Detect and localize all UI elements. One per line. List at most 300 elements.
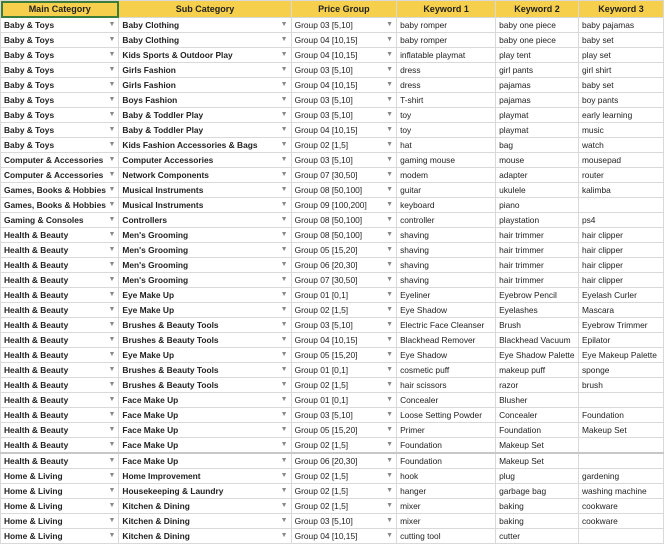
chevron-down-icon[interactable]: ▼ <box>280 81 288 88</box>
main-category-cell[interactable] <box>1 393 119 408</box>
price-group-cell[interactable] <box>291 288 396 303</box>
price-group-cell[interactable] <box>291 18 396 33</box>
price-group-cell[interactable] <box>291 213 396 228</box>
chevron-down-icon[interactable]: ▼ <box>280 517 288 524</box>
main-category-cell[interactable] <box>1 258 119 273</box>
keyword-3-cell[interactable]: mousepad <box>578 153 663 168</box>
keyword-1-cell[interactable]: Loose Setting Powder <box>397 408 496 423</box>
chevron-down-icon[interactable]: ▼ <box>386 141 394 148</box>
keyword-1-cell[interactable]: Foundation <box>397 453 496 469</box>
main-category-cell[interactable] <box>1 318 119 333</box>
chevron-down-icon[interactable]: ▼ <box>386 517 394 524</box>
sub-category-cell[interactable] <box>119 499 291 514</box>
chevron-down-icon[interactable]: ▼ <box>386 532 394 539</box>
keyword-1-cell[interactable]: hook <box>397 469 496 484</box>
keyword-1-cell[interactable]: hat <box>397 138 496 153</box>
chevron-down-icon[interactable]: ▼ <box>280 336 288 343</box>
chevron-down-icon[interactable]: ▼ <box>108 186 116 193</box>
keyword-2-cell[interactable]: Brush <box>496 318 579 333</box>
sub-category-cell[interactable] <box>119 93 291 108</box>
chevron-down-icon[interactable]: ▼ <box>108 351 116 358</box>
chevron-down-icon[interactable]: ▼ <box>386 66 394 73</box>
keyword-1-cell[interactable]: shaving <box>397 243 496 258</box>
price-group-cell[interactable] <box>291 123 396 138</box>
price-group-cell[interactable] <box>291 378 396 393</box>
chevron-down-icon[interactable]: ▼ <box>280 472 288 479</box>
price-group-cell[interactable] <box>291 78 396 93</box>
price-group-cell[interactable] <box>291 423 396 438</box>
price-group-cell[interactable] <box>291 108 396 123</box>
sub-category-cell[interactable] <box>119 363 291 378</box>
keyword-1-cell[interactable]: Electric Face Cleanser <box>397 318 496 333</box>
keyword-1-cell[interactable]: mixer <box>397 514 496 529</box>
chevron-down-icon[interactable]: ▼ <box>386 426 394 433</box>
chevron-down-icon[interactable]: ▼ <box>108 246 116 253</box>
price-group-cell[interactable] <box>291 198 396 213</box>
chevron-down-icon[interactable]: ▼ <box>386 291 394 298</box>
sub-category-cell[interactable] <box>119 378 291 393</box>
sub-category-cell[interactable] <box>119 198 291 213</box>
chevron-down-icon[interactable]: ▼ <box>280 171 288 178</box>
chevron-down-icon[interactable]: ▼ <box>280 321 288 328</box>
chevron-down-icon[interactable]: ▼ <box>280 156 288 163</box>
keyword-1-cell[interactable]: Foundation <box>397 438 496 454</box>
keyword-3-cell[interactable]: Eyebrow Trimmer <box>578 318 663 333</box>
sub-category-cell[interactable] <box>119 63 291 78</box>
chevron-down-icon[interactable]: ▼ <box>280 291 288 298</box>
keyword-1-cell[interactable]: dress <box>397 78 496 93</box>
keyword-1-cell[interactable]: baby romper <box>397 18 496 33</box>
keyword-2-cell[interactable]: Blusher <box>496 393 579 408</box>
keyword-1-cell[interactable]: mixer <box>397 499 496 514</box>
keyword-3-cell[interactable]: hair clipper <box>578 228 663 243</box>
keyword-2-cell[interactable]: hair trimmer <box>496 243 579 258</box>
header-main-category[interactable]: Main Category <box>1 1 119 18</box>
keyword-3-cell[interactable]: sponge <box>578 363 663 378</box>
keyword-3-cell[interactable]: Mascara <box>578 303 663 318</box>
keyword-2-cell[interactable]: baking <box>496 514 579 529</box>
header-keyword-1[interactable]: Keyword 1 <box>397 1 496 18</box>
chevron-down-icon[interactable]: ▼ <box>280 502 288 509</box>
chevron-down-icon[interactable]: ▼ <box>280 96 288 103</box>
main-category-cell[interactable] <box>1 93 119 108</box>
main-category-cell[interactable] <box>1 453 119 469</box>
sub-category-cell[interactable] <box>119 273 291 288</box>
keyword-2-cell[interactable]: playmat <box>496 108 579 123</box>
sub-category-cell[interactable] <box>119 18 291 33</box>
chevron-down-icon[interactable]: ▼ <box>280 366 288 373</box>
chevron-down-icon[interactable]: ▼ <box>108 457 116 464</box>
chevron-down-icon[interactable]: ▼ <box>108 66 116 73</box>
chevron-down-icon[interactable]: ▼ <box>280 487 288 494</box>
chevron-down-icon[interactable]: ▼ <box>108 472 116 479</box>
keyword-3-cell[interactable]: baby set <box>578 78 663 93</box>
main-category-cell[interactable] <box>1 78 119 93</box>
chevron-down-icon[interactable]: ▼ <box>108 261 116 268</box>
sub-category-cell[interactable] <box>119 484 291 499</box>
keyword-1-cell[interactable]: inflatable playmat <box>397 48 496 63</box>
main-category-cell[interactable] <box>1 153 119 168</box>
chevron-down-icon[interactable]: ▼ <box>108 111 116 118</box>
chevron-down-icon[interactable]: ▼ <box>386 457 394 464</box>
keyword-1-cell[interactable]: Concealer <box>397 393 496 408</box>
chevron-down-icon[interactable]: ▼ <box>108 502 116 509</box>
sub-category-cell[interactable] <box>119 138 291 153</box>
main-category-cell[interactable] <box>1 213 119 228</box>
price-group-cell[interactable] <box>291 514 396 529</box>
keyword-1-cell[interactable]: gaming mouse <box>397 153 496 168</box>
main-category-cell[interactable] <box>1 273 119 288</box>
keyword-1-cell[interactable]: T-shirt <box>397 93 496 108</box>
keyword-1-cell[interactable]: Primer <box>397 423 496 438</box>
keyword-3-cell[interactable]: router <box>578 168 663 183</box>
price-group-cell[interactable] <box>291 408 396 423</box>
main-category-cell[interactable] <box>1 183 119 198</box>
main-category-cell[interactable] <box>1 168 119 183</box>
keyword-3-cell[interactable]: Epilator <box>578 333 663 348</box>
main-category-cell[interactable] <box>1 138 119 153</box>
keyword-3-cell[interactable]: cookware <box>578 514 663 529</box>
chevron-down-icon[interactable]: ▼ <box>280 66 288 73</box>
main-category-cell[interactable] <box>1 228 119 243</box>
keyword-3-cell[interactable]: Eyelash Curler <box>578 288 663 303</box>
keyword-3-cell[interactable]: hair clipper <box>578 273 663 288</box>
keyword-2-cell[interactable]: Makeup Set <box>496 438 579 454</box>
chevron-down-icon[interactable]: ▼ <box>108 126 116 133</box>
sub-category-cell[interactable] <box>119 453 291 469</box>
sub-category-cell[interactable] <box>119 288 291 303</box>
main-category-cell[interactable] <box>1 378 119 393</box>
price-group-cell[interactable] <box>291 153 396 168</box>
chevron-down-icon[interactable]: ▼ <box>108 396 116 403</box>
chevron-down-icon[interactable]: ▼ <box>108 171 116 178</box>
chevron-down-icon[interactable]: ▼ <box>108 532 116 539</box>
chevron-down-icon[interactable]: ▼ <box>108 336 116 343</box>
sub-category-cell[interactable] <box>119 423 291 438</box>
sub-category-cell[interactable] <box>119 123 291 138</box>
chevron-down-icon[interactable]: ▼ <box>280 426 288 433</box>
chevron-down-icon[interactable]: ▼ <box>108 426 116 433</box>
chevron-down-icon[interactable]: ▼ <box>108 366 116 373</box>
keyword-2-cell[interactable]: baby one piece <box>496 33 579 48</box>
chevron-down-icon[interactable]: ▼ <box>386 411 394 418</box>
sub-category-cell[interactable] <box>119 348 291 363</box>
keyword-1-cell[interactable]: shaving <box>397 228 496 243</box>
chevron-down-icon[interactable]: ▼ <box>280 441 288 448</box>
main-category-cell[interactable] <box>1 469 119 484</box>
sub-category-cell[interactable] <box>119 393 291 408</box>
sub-category-cell[interactable] <box>119 108 291 123</box>
keyword-1-cell[interactable]: shaving <box>397 273 496 288</box>
keyword-3-cell[interactable]: Makeup Set <box>578 423 663 438</box>
price-group-cell[interactable] <box>291 453 396 469</box>
keyword-1-cell[interactable]: cosmetic puff <box>397 363 496 378</box>
main-category-cell[interactable] <box>1 48 119 63</box>
keyword-3-cell[interactable] <box>578 438 663 454</box>
chevron-down-icon[interactable]: ▼ <box>386 441 394 448</box>
price-group-cell[interactable] <box>291 499 396 514</box>
chevron-down-icon[interactable]: ▼ <box>108 276 116 283</box>
keyword-2-cell[interactable]: pajamas <box>496 78 579 93</box>
price-group-cell[interactable] <box>291 93 396 108</box>
price-group-cell[interactable] <box>291 363 396 378</box>
main-category-cell[interactable] <box>1 108 119 123</box>
chevron-down-icon[interactable]: ▼ <box>280 21 288 28</box>
chevron-down-icon[interactable]: ▼ <box>386 306 394 313</box>
keyword-1-cell[interactable]: Eye Shadow <box>397 348 496 363</box>
main-category-cell[interactable] <box>1 499 119 514</box>
chevron-down-icon[interactable]: ▼ <box>386 472 394 479</box>
sub-category-cell[interactable] <box>119 213 291 228</box>
keyword-1-cell[interactable]: toy <box>397 123 496 138</box>
chevron-down-icon[interactable]: ▼ <box>386 51 394 58</box>
chevron-down-icon[interactable]: ▼ <box>280 51 288 58</box>
keyword-2-cell[interactable]: Concealer <box>496 408 579 423</box>
keyword-3-cell[interactable]: baby pajamas <box>578 18 663 33</box>
keyword-2-cell[interactable]: Eyelashes <box>496 303 579 318</box>
keyword-2-cell[interactable]: hair trimmer <box>496 258 579 273</box>
header-keyword-3[interactable]: Keyword 3 <box>578 1 663 18</box>
sub-category-cell[interactable] <box>119 318 291 333</box>
price-group-cell[interactable] <box>291 438 396 454</box>
chevron-down-icon[interactable]: ▼ <box>280 306 288 313</box>
keyword-2-cell[interactable]: piano <box>496 198 579 213</box>
keyword-1-cell[interactable]: Eyeliner <box>397 288 496 303</box>
keyword-3-cell[interactable]: cookware <box>578 499 663 514</box>
price-group-cell[interactable] <box>291 529 396 544</box>
keyword-2-cell[interactable]: ukulele <box>496 183 579 198</box>
chevron-down-icon[interactable]: ▼ <box>386 336 394 343</box>
sub-category-cell[interactable] <box>119 78 291 93</box>
chevron-down-icon[interactable]: ▼ <box>386 201 394 208</box>
keyword-1-cell[interactable]: controller <box>397 213 496 228</box>
chevron-down-icon[interactable]: ▼ <box>108 96 116 103</box>
keyword-1-cell[interactable]: keyboard <box>397 198 496 213</box>
keyword-2-cell[interactable]: Makeup Set <box>496 453 579 469</box>
main-category-cell[interactable] <box>1 514 119 529</box>
price-group-cell[interactable] <box>291 469 396 484</box>
keyword-2-cell[interactable]: Foundation <box>496 423 579 438</box>
sub-category-cell[interactable] <box>119 514 291 529</box>
keyword-1-cell[interactable]: Blackhead Remover <box>397 333 496 348</box>
chevron-down-icon[interactable]: ▼ <box>386 502 394 509</box>
price-group-cell[interactable] <box>291 273 396 288</box>
sub-category-cell[interactable] <box>119 408 291 423</box>
sub-category-cell[interactable] <box>119 183 291 198</box>
keyword-2-cell[interactable]: razor <box>496 378 579 393</box>
main-category-cell[interactable] <box>1 333 119 348</box>
keyword-1-cell[interactable]: modem <box>397 168 496 183</box>
keyword-1-cell[interactable]: cutting tool <box>397 529 496 544</box>
chevron-down-icon[interactable]: ▼ <box>386 21 394 28</box>
price-group-cell[interactable] <box>291 243 396 258</box>
keyword-2-cell[interactable]: Blackhead Vacuum <box>496 333 579 348</box>
price-group-cell[interactable] <box>291 228 396 243</box>
chevron-down-icon[interactable]: ▼ <box>386 381 394 388</box>
chevron-down-icon[interactable]: ▼ <box>280 396 288 403</box>
chevron-down-icon[interactable]: ▼ <box>386 156 394 163</box>
keyword-2-cell[interactable]: pajamas <box>496 93 579 108</box>
main-category-cell[interactable] <box>1 33 119 48</box>
keyword-3-cell[interactable]: baby set <box>578 33 663 48</box>
chevron-down-icon[interactable]: ▼ <box>108 441 116 448</box>
chevron-down-icon[interactable]: ▼ <box>108 231 116 238</box>
main-category-cell[interactable] <box>1 348 119 363</box>
keyword-3-cell[interactable]: boy pants <box>578 93 663 108</box>
chevron-down-icon[interactable]: ▼ <box>280 381 288 388</box>
keyword-3-cell[interactable]: kalimba <box>578 183 663 198</box>
chevron-down-icon[interactable]: ▼ <box>108 156 116 163</box>
chevron-down-icon[interactable]: ▼ <box>386 396 394 403</box>
chevron-down-icon[interactable]: ▼ <box>108 201 116 208</box>
keyword-1-cell[interactable]: guitar <box>397 183 496 198</box>
chevron-down-icon[interactable]: ▼ <box>386 126 394 133</box>
keyword-2-cell[interactable]: hair trimmer <box>496 273 579 288</box>
chevron-down-icon[interactable]: ▼ <box>108 51 116 58</box>
keyword-2-cell[interactable]: baby one piece <box>496 18 579 33</box>
keyword-3-cell[interactable]: music <box>578 123 663 138</box>
chevron-down-icon[interactable]: ▼ <box>108 81 116 88</box>
keyword-2-cell[interactable]: play tent <box>496 48 579 63</box>
main-category-cell[interactable] <box>1 529 119 544</box>
chevron-down-icon[interactable]: ▼ <box>386 261 394 268</box>
price-group-cell[interactable] <box>291 138 396 153</box>
main-category-cell[interactable] <box>1 484 119 499</box>
keyword-3-cell[interactable]: gardening <box>578 469 663 484</box>
keyword-2-cell[interactable]: garbage bag <box>496 484 579 499</box>
chevron-down-icon[interactable]: ▼ <box>280 141 288 148</box>
keyword-2-cell[interactable]: Eye Shadow Palette <box>496 348 579 363</box>
main-category-cell[interactable] <box>1 63 119 78</box>
header-sub-category[interactable]: Sub Category <box>119 1 291 18</box>
price-group-cell[interactable] <box>291 333 396 348</box>
chevron-down-icon[interactable]: ▼ <box>386 276 394 283</box>
chevron-down-icon[interactable]: ▼ <box>280 216 288 223</box>
sub-category-cell[interactable] <box>119 303 291 318</box>
keyword-3-cell[interactable]: Eye Makeup Palette <box>578 348 663 363</box>
chevron-down-icon[interactable]: ▼ <box>386 216 394 223</box>
main-category-cell[interactable] <box>1 288 119 303</box>
keyword-2-cell[interactable]: mouse <box>496 153 579 168</box>
chevron-down-icon[interactable]: ▼ <box>386 246 394 253</box>
keyword-3-cell[interactable]: Foundation <box>578 408 663 423</box>
keyword-3-cell[interactable]: hair clipper <box>578 258 663 273</box>
chevron-down-icon[interactable]: ▼ <box>108 381 116 388</box>
main-category-cell[interactable] <box>1 123 119 138</box>
chevron-down-icon[interactable]: ▼ <box>386 366 394 373</box>
chevron-down-icon[interactable]: ▼ <box>108 291 116 298</box>
price-group-cell[interactable] <box>291 63 396 78</box>
chevron-down-icon[interactable]: ▼ <box>108 411 116 418</box>
keyword-1-cell[interactable]: hair scissors <box>397 378 496 393</box>
chevron-down-icon[interactable]: ▼ <box>280 261 288 268</box>
sub-category-cell[interactable] <box>119 258 291 273</box>
price-group-cell[interactable] <box>291 393 396 408</box>
chevron-down-icon[interactable]: ▼ <box>280 126 288 133</box>
keyword-3-cell[interactable] <box>578 453 663 469</box>
chevron-down-icon[interactable]: ▼ <box>386 321 394 328</box>
chevron-down-icon[interactable]: ▼ <box>280 36 288 43</box>
keyword-1-cell[interactable]: dress <box>397 63 496 78</box>
price-group-cell[interactable] <box>291 48 396 63</box>
keyword-3-cell[interactable]: girl shirt <box>578 63 663 78</box>
chevron-down-icon[interactable]: ▼ <box>386 96 394 103</box>
chevron-down-icon[interactable]: ▼ <box>386 487 394 494</box>
sub-category-cell[interactable] <box>119 33 291 48</box>
main-category-cell[interactable] <box>1 423 119 438</box>
chevron-down-icon[interactable]: ▼ <box>280 231 288 238</box>
price-group-cell[interactable] <box>291 484 396 499</box>
keyword-2-cell[interactable]: plug <box>496 469 579 484</box>
keyword-2-cell[interactable]: playstation <box>496 213 579 228</box>
chevron-down-icon[interactable]: ▼ <box>280 457 288 464</box>
keyword-2-cell[interactable]: cutter <box>496 529 579 544</box>
keyword-2-cell[interactable]: hair trimmer <box>496 228 579 243</box>
main-category-cell[interactable] <box>1 363 119 378</box>
main-category-cell[interactable] <box>1 198 119 213</box>
price-group-cell[interactable] <box>291 33 396 48</box>
chevron-down-icon[interactable]: ▼ <box>386 351 394 358</box>
keyword-2-cell[interactable]: makeup puff <box>496 363 579 378</box>
keyword-3-cell[interactable]: hair clipper <box>578 243 663 258</box>
chevron-down-icon[interactable]: ▼ <box>280 276 288 283</box>
keyword-3-cell[interactable]: brush <box>578 378 663 393</box>
price-group-cell[interactable] <box>291 168 396 183</box>
keyword-2-cell[interactable]: baking <box>496 499 579 514</box>
chevron-down-icon[interactable]: ▼ <box>386 231 394 238</box>
main-category-cell[interactable] <box>1 438 119 454</box>
chevron-down-icon[interactable]: ▼ <box>280 246 288 253</box>
chevron-down-icon[interactable]: ▼ <box>108 487 116 494</box>
keyword-3-cell[interactable] <box>578 529 663 544</box>
sub-category-cell[interactable] <box>119 438 291 454</box>
price-group-cell[interactable] <box>291 303 396 318</box>
keyword-1-cell[interactable]: Eye Shadow <box>397 303 496 318</box>
chevron-down-icon[interactable]: ▼ <box>280 532 288 539</box>
keyword-3-cell[interactable]: ps4 <box>578 213 663 228</box>
sub-category-cell[interactable] <box>119 228 291 243</box>
chevron-down-icon[interactable]: ▼ <box>386 171 394 178</box>
chevron-down-icon[interactable]: ▼ <box>386 81 394 88</box>
main-category-cell[interactable] <box>1 243 119 258</box>
keyword-2-cell[interactable]: playmat <box>496 123 579 138</box>
price-group-cell[interactable] <box>291 348 396 363</box>
keyword-3-cell[interactable]: watch <box>578 138 663 153</box>
chevron-down-icon[interactable]: ▼ <box>108 141 116 148</box>
sub-category-cell[interactable] <box>119 48 291 63</box>
sub-category-cell[interactable] <box>119 529 291 544</box>
keyword-3-cell[interactable]: play set <box>578 48 663 63</box>
keyword-3-cell[interactable]: washing machine <box>578 484 663 499</box>
chevron-down-icon[interactable]: ▼ <box>386 36 394 43</box>
keyword-2-cell[interactable]: adapter <box>496 168 579 183</box>
chevron-down-icon[interactable]: ▼ <box>280 201 288 208</box>
main-category-cell[interactable] <box>1 18 119 33</box>
keyword-3-cell[interactable] <box>578 198 663 213</box>
chevron-down-icon[interactable]: ▼ <box>280 411 288 418</box>
chevron-down-icon[interactable]: ▼ <box>280 111 288 118</box>
chevron-down-icon[interactable]: ▼ <box>386 186 394 193</box>
keyword-1-cell[interactable]: baby romper <box>397 33 496 48</box>
chevron-down-icon[interactable]: ▼ <box>280 186 288 193</box>
chevron-down-icon[interactable]: ▼ <box>108 306 116 313</box>
main-category-cell[interactable] <box>1 408 119 423</box>
chevron-down-icon[interactable]: ▼ <box>108 517 116 524</box>
keyword-1-cell[interactable]: shaving <box>397 258 496 273</box>
chevron-down-icon[interactable]: ▼ <box>108 321 116 328</box>
chevron-down-icon[interactable]: ▼ <box>386 111 394 118</box>
keyword-2-cell[interactable]: bag <box>496 138 579 153</box>
